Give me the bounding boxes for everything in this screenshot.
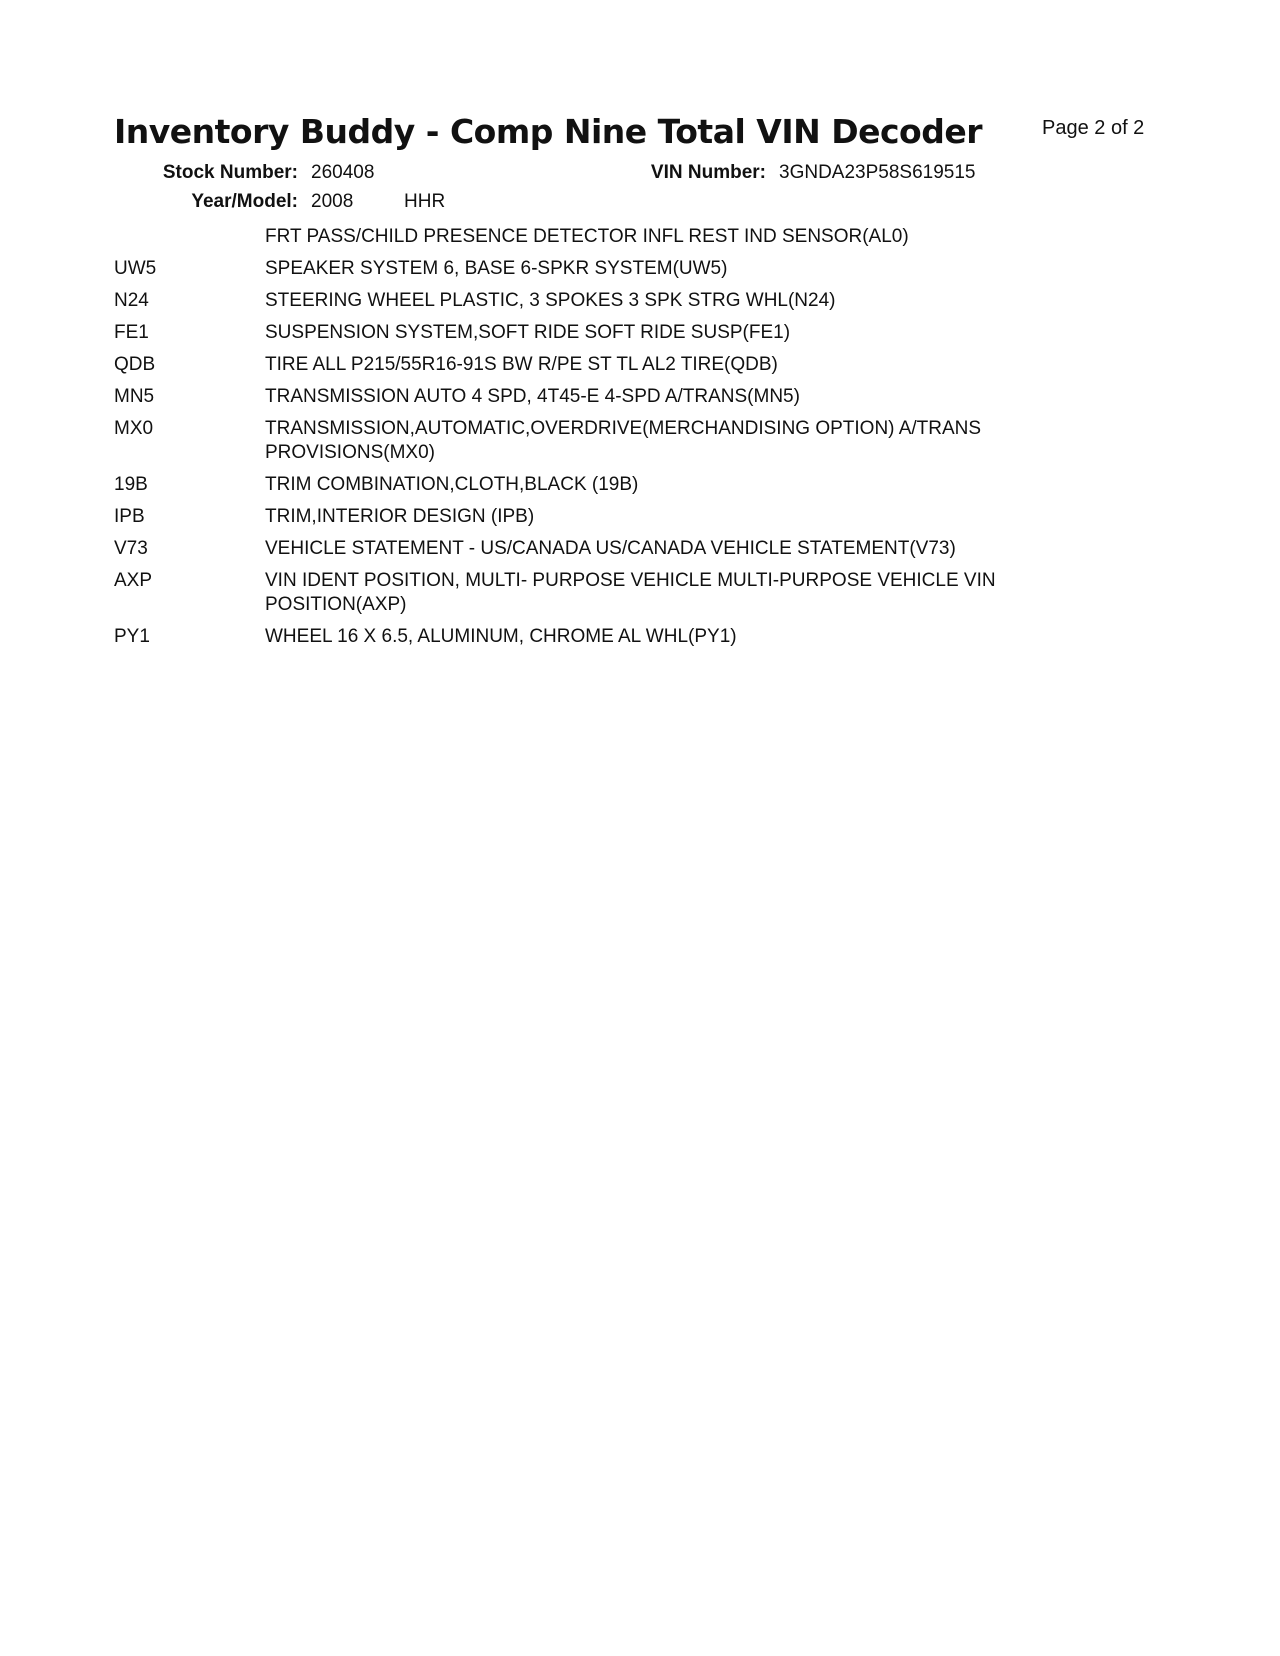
option-code: IPB: [114, 506, 145, 527]
option-row: [114, 417, 1114, 465]
option-code: MX0: [114, 418, 154, 439]
stock-number-value: 260408: [311, 162, 375, 183]
option-row: [114, 321, 1114, 345]
option-description: TRANSMISSION AUTO 4 SPD, 4T45-E 4-SPD A/TRANS(MN5): [265, 386, 800, 407]
model-value: HHR: [404, 191, 446, 212]
stock-number-label: Stock Number:: [162, 162, 298, 183]
page-title: Inventory Buddy - Comp Nine Total VIN Decoder: [114, 112, 982, 151]
option-row: [114, 505, 1114, 529]
option-row: [114, 353, 1114, 377]
option-code: MN5: [114, 386, 155, 407]
vin-number-label: VIN Number:: [650, 162, 766, 183]
option-description: TRANSMISSION,AUTOMATIC,OVERDRIVE(MERCHANDISING OPTION) A/TRANS PROVISIONS(MX0): [265, 418, 982, 463]
option-row: [114, 625, 1114, 649]
option-row: [114, 289, 1114, 313]
option-row: [114, 257, 1114, 281]
option-code: UW5: [114, 258, 157, 279]
option-code: N24: [114, 290, 149, 311]
option-description: STEERING WHEEL PLASTIC, 3 SPOKES 3 SPK STRG WHL(N24): [265, 290, 836, 311]
option-row: [114, 385, 1114, 409]
options-list: [114, 225, 1114, 657]
year-model-label: Year/Model:: [191, 191, 298, 212]
option-description: TRIM COMBINATION,CLOTH,BLACK (19B): [265, 474, 639, 495]
option-description: SUSPENSION SYSTEM,SOFT RIDE SOFT RIDE SUSP(FE1): [265, 322, 791, 343]
option-description: VIN IDENT POSITION, MULTI- PURPOSE VEHICLE MULTI-PURPOSE VEHICLE VIN POSITION(AXP): [265, 570, 996, 615]
option-code: AXP: [114, 570, 153, 591]
option-description: FRT PASS/CHILD PRESENCE DETECTOR INFL REST IND SENSOR(AL0): [265, 226, 909, 247]
option-description: TIRE ALL P215/55R16-91S BW R/PE ST TL AL2 TIRE(QDB): [265, 354, 778, 375]
year-value: 2008: [311, 191, 354, 212]
option-code: PY1: [114, 626, 150, 647]
vin-number-value: 3GNDA23P58S619515: [779, 162, 976, 183]
option-row: [114, 225, 1114, 249]
option-row: [114, 569, 1114, 617]
option-code: FE1: [114, 322, 149, 343]
option-description: TRIM,INTERIOR DESIGN (IPB): [265, 506, 535, 527]
option-description: SPEAKER SYSTEM 6, BASE 6-SPKR SYSTEM(UW5): [265, 258, 728, 279]
option-code: V73: [114, 538, 148, 559]
option-description: WHEEL 16 X 6.5, ALUMINUM, CHROME AL WHL(PY1): [265, 626, 737, 647]
option-row: [114, 473, 1114, 497]
option-code: 19B: [114, 474, 148, 495]
option-row: [114, 537, 1114, 561]
page-number: Page 2 of 2: [1042, 117, 1145, 139]
option-code: QDB: [114, 354, 156, 375]
option-description: VEHICLE STATEMENT - US/CANADA US/CANADA VEHICLE STATEMENT(V73): [265, 538, 956, 559]
